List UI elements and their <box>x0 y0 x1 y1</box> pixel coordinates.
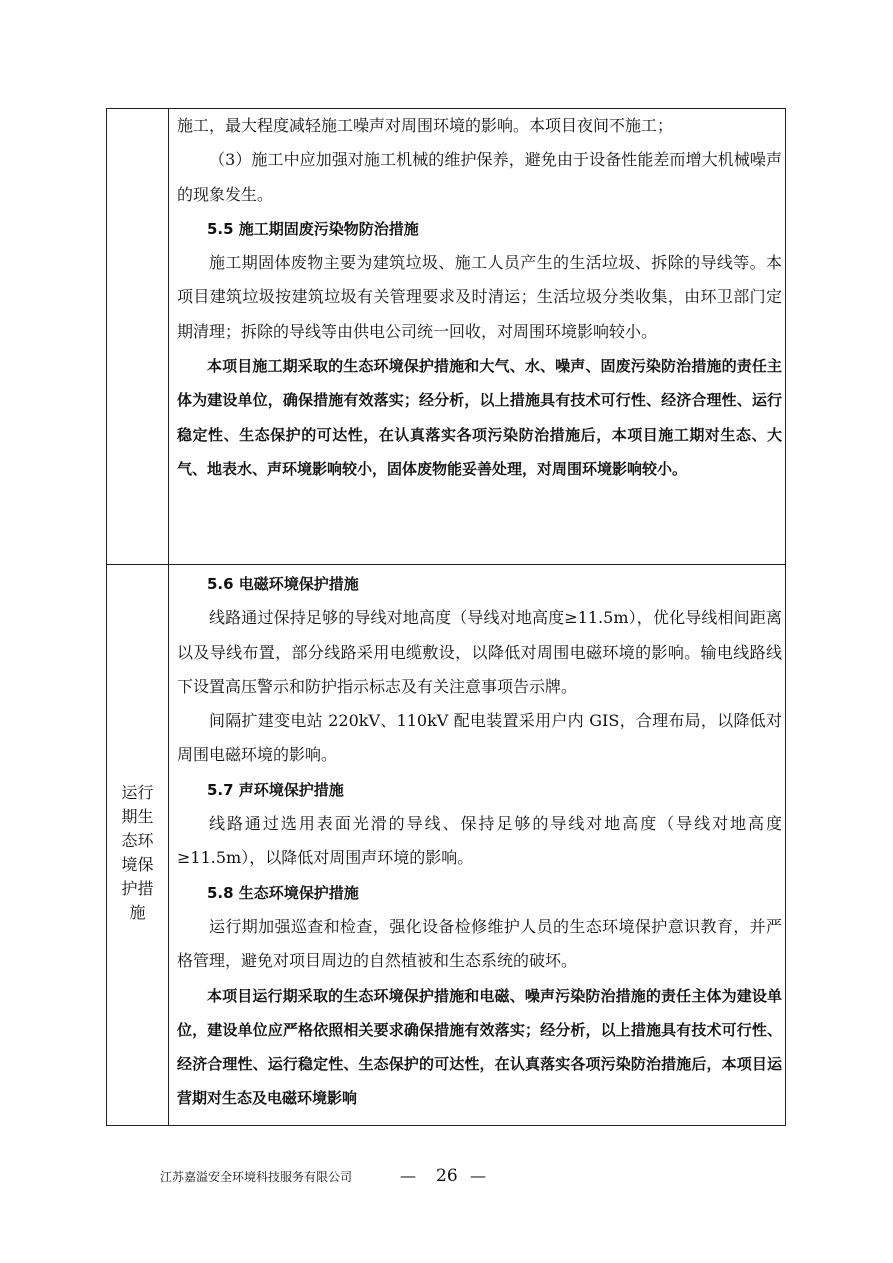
paragraph-noise-measures: 线路通过选用表面光滑的导线、保持足够的导线对地高度（导线对地高度≥11.5m），以降低对周围声环境的影响。 <box>177 814 782 868</box>
paragraph-ecology-measures: 运行期加强巡查和检查，强化设备检修维护人员的生态环境保护意识教育，并严格管理，避免对项目周边的自然植被和生态系统的破坏。 <box>177 916 782 971</box>
paragraph-line-height-measures: 线路通过保持足够的导线对地高度（导线对地高度≥11.5m），优化导线相间距离以及导线布置，部分线路采用电缆敷设，以降低对周围电磁环境的影响。输电线路线下设置高压警示和防护指示标志及有关注意事项告示牌。 <box>177 608 782 696</box>
row-label-cell <box>107 565 168 1125</box>
paragraph-machine-maintenance: （3）施工中应加强对施工机械的维护保养，避免由于设备性能差而增大机械噪声的现象发生。 <box>177 150 782 204</box>
measures-table <box>106 108 786 1126</box>
section-heading-5-5: 5.5 施工期固废污染物防治措施 <box>207 219 419 238</box>
construction-measures-cell <box>177 109 782 486</box>
section-heading-5-7: 5.7 声环境保护措施 <box>207 780 344 799</box>
paragraph-operation-conclusion: 本项目运行期采取的生态环境保护措施和电磁、噪声污染防治措施的责任主体为建设单位，建设单位应严格依照相关要求确保措施有效落实；经分析，以上措施具有技术可行性、经济合理性、运行稳定性、生态保护的可达性，在认真落实各项污染防治措施后，本项目运营期对生态及电磁环境影响 <box>177 986 782 1108</box>
section-heading-5-8: 5.8 生态环境保护措施 <box>207 883 359 902</box>
footer-dash-right: — <box>470 1166 486 1185</box>
section-heading-5-6: 5.6 电磁环境保护措施 <box>207 575 359 593</box>
footer-dash-left: — <box>400 1166 416 1185</box>
paragraph-noise-continued: 施工，最大程度减轻施工噪声对周围环境的影响。本项目夜间不施工； <box>177 116 674 135</box>
row-divider <box>107 564 785 565</box>
page-number: 26 <box>436 1166 458 1186</box>
paragraph-substation-gis: 间隔扩建变电站 220kV、110kV 配电装置采用户内 GIS，合理布局，以降低对周围电磁环境的影响。 <box>177 711 782 765</box>
paragraph-construction-conclusion: 本项目施工期采取的生态环境保护措施和大气、水、噪声、固废污染防治措施的责任主体为建设单位，确保措施有效落实；经分析，以上措施具有技术可行性、经济合理性、运行稳定性、生态保护的可达性，在认真落实各项污染防治措施后，本项目施工期对生态、大气、地表水、声环境影响较小，固体废物能妥善处理，对周围环境影响较小。 <box>177 357 782 478</box>
footer-company-name: 江苏嘉溢安全环境科技服务有限公司 <box>160 1170 353 1184</box>
paragraph-solid-waste: 施工期固体废物主要为建筑垃圾、施工人员产生的生活垃圾、拆除的导线等。本项目建筑垃圾按建筑垃圾有关管理要求及时清运；生活垃圾分类收集，由环卫部门定期清理；拆除的导线等由供电公司统一回收，对周围环境影响较小。 <box>177 253 782 341</box>
operation-measures-cell <box>177 567 782 1116</box>
page-footer <box>0 1166 893 1190</box>
column-divider <box>168 109 169 1125</box>
row-label-operation-period: 运行期生态环境保护措施 <box>121 782 154 922</box>
